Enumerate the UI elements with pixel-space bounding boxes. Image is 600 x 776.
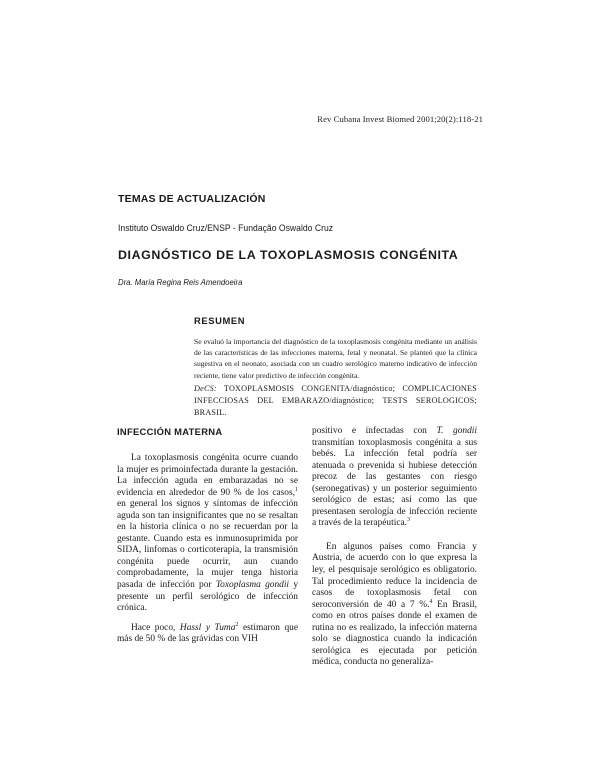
section-heading: INFECCIÓN MATERNA — [117, 426, 223, 437]
reference-marker: 4 — [429, 598, 433, 605]
reference-marker: 2 — [235, 621, 239, 628]
reference-marker: 1 — [295, 486, 298, 493]
journal-reference: Rev Cubana Invest Biomed 2001;20(2):118-21 — [317, 114, 483, 124]
paragraph-text: Hace poco, — [131, 622, 180, 633]
abstract-text: Se evaluó la importancia del diagnóstico de la toxoplasmosis congénita mediante un análisis de las características de las infecciones materna, fetal y neonatal. Se planteó que la clínica sugestiva en el neonato, asociada con un cuadro serológico materno indicativo de infección reciente, tiene valor predictivo de infección congénita. — [194, 337, 477, 380]
abstract-heading: RESUMEN — [194, 315, 246, 326]
paragraph — [312, 426, 477, 530]
cited-authors: Hassl y Tuma — [179, 622, 236, 633]
article-title: DIAGNÓSTICO DE LA TOXOPLASMOSIS CONGÉNITA — [118, 248, 459, 262]
keywords-text: TOXOPLASMOSIS CONGENITA/diagnóstico; COMPLICACIONES INFECCIOSAS DEL EMBARAZO/diagnóstico; TESTS SEROLOGICOS; BRASIL. — [194, 384, 477, 417]
right-column — [312, 426, 477, 669]
species-name: Toxoplasma gondii — [215, 580, 290, 591]
author-line: Dra. María Regina Reis Amendoeira — [118, 277, 243, 287]
paragraph-text: transmitían toxoplasmosis congénita a sus bebés. La infección fetal podría ser atenuada o prevenida si hubiese detección precoz de las gestantes con riesgo (seronegativas) y un posterior seguimiento serológico de estas; así como las que presentasen serología de infección reciente a través de la terapéutica. — [312, 437, 477, 529]
paragraph-text: En algunos países como Francia y Austria, de acuerdo con lo que expresa la ley, el pesquisaje serológico es obligatorio. Tal procedimiento reduce la incidencia de casos de toxoplasmosis fetal con seroconversión de 40 a 7 %. — [312, 541, 477, 610]
left-column — [117, 426, 298, 646]
paragraph — [117, 453, 298, 615]
species-name: T. gondii — [436, 426, 477, 436]
keywords-label: DeCS: — [194, 384, 217, 393]
reference-marker: 3 — [407, 517, 410, 524]
paragraph-text: La toxoplasmosis congénita ocurre cuando la mujer es primoinfectada durante la gestación. La infección aguda en embarazadas no se evidencia en alrededor de 90 % de los casos, — [117, 453, 298, 498]
paragraph-text: estimaron que más de 50 % de las grávidas con VIH — [117, 622, 298, 645]
institution-line: Instituto Oswaldo Cruz/ENSP - Fundação Oswaldo Cruz — [118, 222, 334, 233]
paragraph-text: y presente un perfil serológico de infección crónica. — [117, 580, 299, 614]
paragraph-text: en general los signos y síntomas de infección aguda son tan insignificantes que no se resaltan en la historia clínica o no se recuerdan por la gestante. Cuando esta es inmunosuprimida por SIDA, linfomas o corticoterapia, la transmisión congénita puede ocurrir, aun cuando comprobadamente, la mujer tenga historia pasada de infección por — [117, 499, 298, 591]
section-label: TEMAS DE ACTUALIZACIÓN — [118, 193, 266, 205]
paragraph — [117, 623, 298, 646]
keywords — [194, 383, 477, 419]
paragraph — [312, 542, 477, 669]
paragraph-text: positivo e infectadas con — [312, 426, 437, 436]
paragraph-text: En Brasil, como en otros países donde el examen de rutina no es realizado, la infección materna solo se diagnostica cuando la indicación serológica es ejecutada por petición médica, conducta no generaliza- — [312, 599, 477, 668]
